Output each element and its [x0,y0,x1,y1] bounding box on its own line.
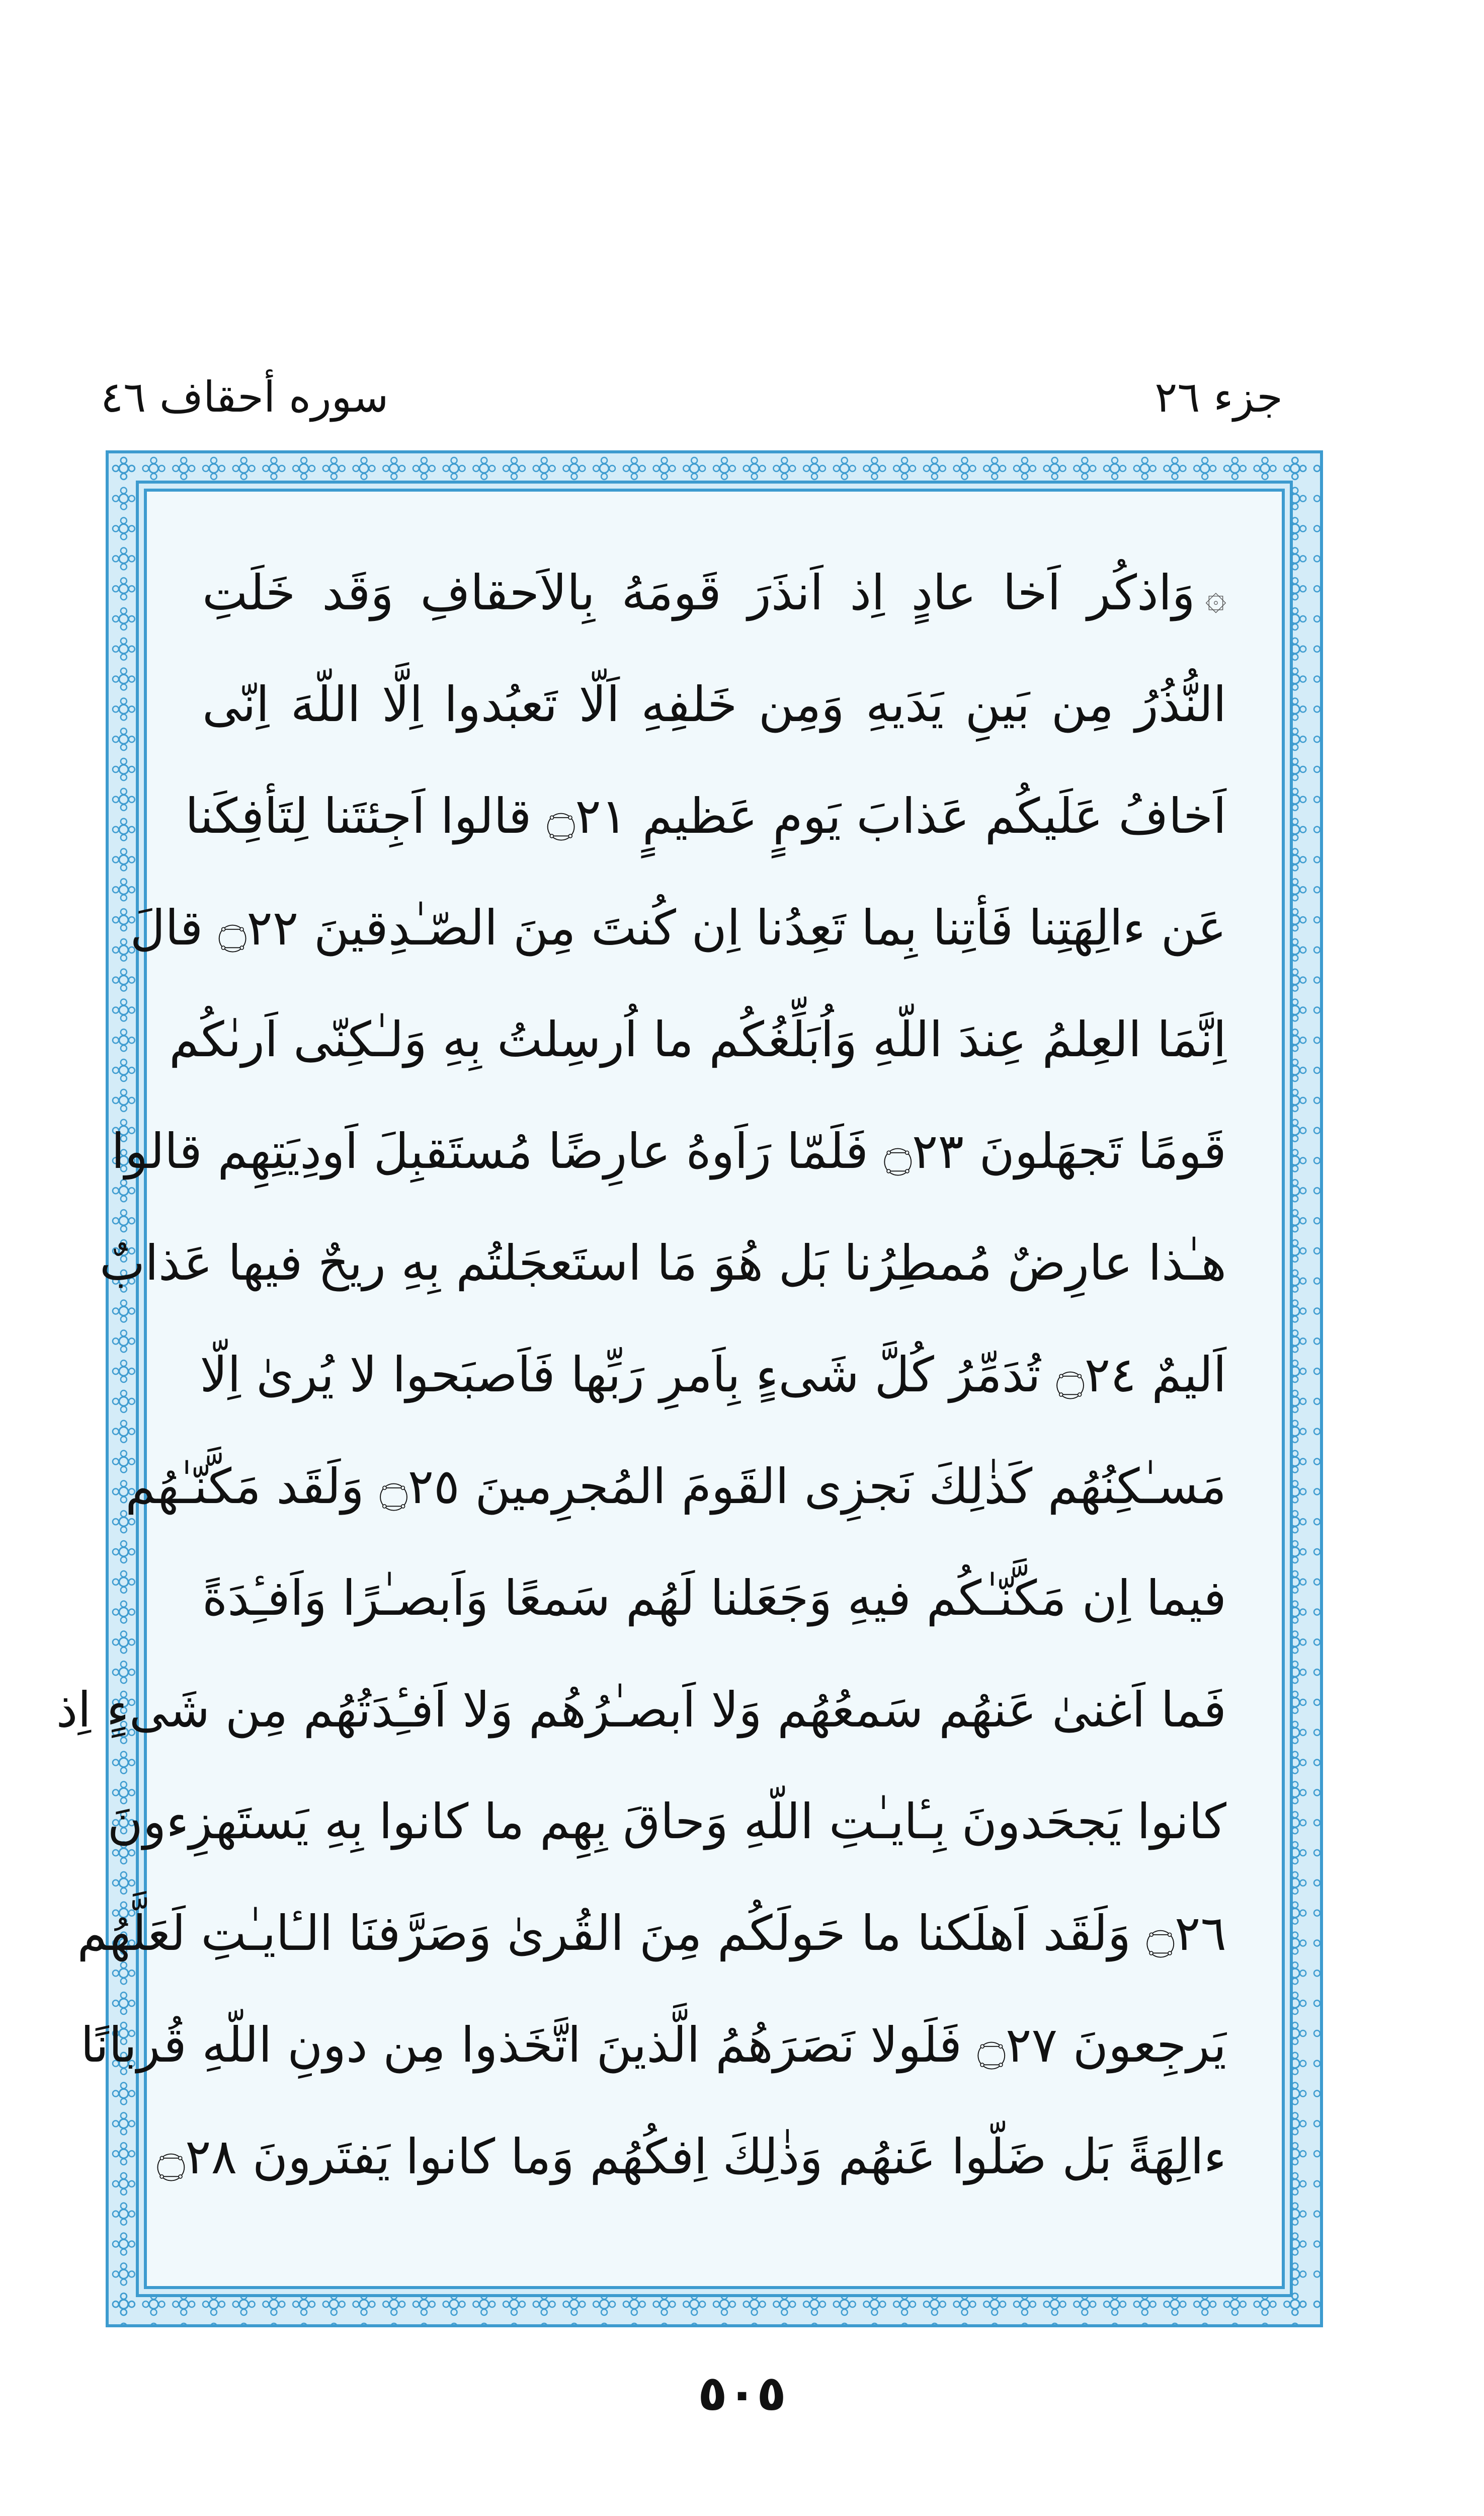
verse-line-1 [202,537,1226,649]
verse-line-11: فَما اَغنىٰ عَنهُم سَمعُهُم وَلا اَبصـٰرُهُم وَلا اَفـِٔدَتُهُم مِن شَىءٍ اِذ [56,1682,1226,1738]
verse-line-12: كانوا يَجحَدونَ بِـٔايـٰتِ اللّهِ وَحاقَ بِهِم ما كانوا بِهِ يَستَهزِءونَ [107,1793,1226,1850]
juz-label: جزء ٢٦ [1155,372,1283,422]
verse-line-4: عَن ءالِهَتِنا فَأتِنا بِما تَعِدُنا اِن كُنتَ مِنَ الصّـٰدِقينَ ۝٢٢ قالَ [130,900,1226,956]
verse-lines [56,537,1226,2213]
verse-line-3: اَخافُ عَلَيكُم عَذابَ يَومٍ عَظيمٍ ۝٢١ قالوا اَجِئتَنا لِتَأفِكَنا [185,788,1226,844]
verse-line-9: مَسـٰكِنُهُم كَذٰلِكَ نَجزِى القَومَ المُجرِمينَ ۝٢٥ وَلَقَد مَكَّنّـٰهُم [125,1458,1226,1515]
text-panel [56,489,1285,2289]
verse-line-15: ءالِهَةً بَل ضَلّوا عَنهُم وَذٰلِكَ اِفكُهُم وَما كانوا يَفتَرونَ ۝٢٨ [156,2129,1226,2185]
rub-el-hizb-icon: ۞ [1205,575,1226,617]
verse-line-5: اِنَّمَا العِلمُ عِندَ اللّهِ وَاُبَلِّغُكُم ما اُرسِلتُ بِهِ وَلـٰكِنّى اَرىٰكُم [169,1011,1226,1068]
verse-line-7: هـٰذا عارِضٌ مُمطِرُنا بَل هُوَ مَا استَعجَلتُم بِهِ ريحٌ فيها عَذابٌ [99,1235,1226,1291]
verse-line-2: النُّذُرُ مِن بَينِ يَدَيهِ وَمِن خَلفِهِ اَلّا تَعبُدوا اِلَّا اللّهَ اِنّى [202,676,1226,733]
verse-line-8: اَليمٌ ۝٢٤ تُدَمِّرُ كُلَّ شَىءٍ بِاَمرِ رَبِّها فَاَصبَحوا لا يُرىٰ اِلّا [200,1347,1226,1403]
page-header [101,362,1283,433]
page-number: ٥٠٥ [698,2365,786,2421]
verse-line-13: ۝٢٦ وَلَقَد اَهلَكنا ما حَولَكُم مِنَ القُرىٰ وَصَرَّفنَا الـٔايـٰتِ لَعَلَّهُم [77,1905,1226,1961]
verse-line-6: قَومًا تَجهَلونَ ۝٢٣ فَلَمّا رَاَوهُ عارِضًا مُستَقبِلَ اَودِيَتِهِم قالوا [111,1123,1226,1180]
verse-line-10: فيما اِن مَكَّنّـٰكُم فيهِ وَجَعَلنا لَهُم سَمعًا وَاَبصـٰرًا وَاَفـِٔدَةً [202,1570,1226,1626]
verse-line-14: يَرجِعونَ ۝٢٧ فَلَولا نَصَرَهُمُ الَّذينَ اتَّخَذوا مِن دونِ اللّهِ قُربانًا [80,2017,1226,2073]
surah-label: سوره أحقاف ٤٦ [101,372,389,422]
ornamental-frame [56,450,1323,2327]
line-text: وَاذكُر اَخا عادٍ اِذ اَنذَرَ قَومَهُ بِالاَحقافِ وَقَد خَلَتِ [202,565,1195,621]
